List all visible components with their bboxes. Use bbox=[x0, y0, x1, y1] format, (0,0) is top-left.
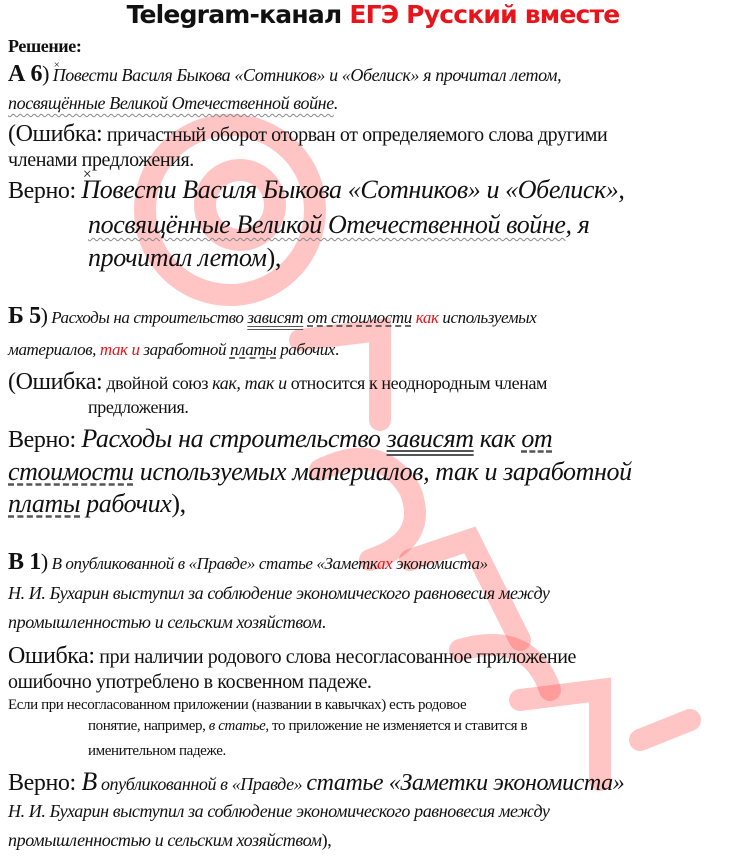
period: . bbox=[321, 612, 326, 632]
text: заработной bbox=[139, 340, 230, 359]
text: В bbox=[81, 767, 97, 796]
rule-note-line2 bbox=[88, 718, 527, 735]
text: промышленностью и сельским хозяйством bbox=[8, 612, 322, 632]
text: В опубликованной в «Правде» статье «Заметк bbox=[47, 554, 377, 573]
object: от стоимости bbox=[307, 308, 412, 327]
text: , то приложение не изменяется и ставится в bbox=[265, 718, 528, 734]
text: как bbox=[473, 424, 522, 453]
text: используемых материалов, так и заработной bbox=[133, 457, 632, 486]
b5-correct-line3 bbox=[8, 489, 186, 519]
text: . bbox=[333, 93, 338, 113]
error-text: ошибочно употреблено в косвенном падеже. bbox=[8, 671, 372, 693]
error-label: (Ошибка: bbox=[8, 369, 103, 395]
participial-phrase: посвящённые Великой Отечественной войне bbox=[88, 210, 566, 239]
text: промышленностью и сельским хозяйством bbox=[8, 830, 322, 850]
v1-correct-line2: Н. И. Бухарин выступил за соблюдение экономического равновесия между bbox=[8, 801, 550, 821]
text: рабочих bbox=[80, 489, 172, 518]
text: относится к неоднородным членам bbox=[286, 373, 548, 393]
text: Расходы на строительство bbox=[51, 308, 248, 327]
v1-line2: Н. И. Бухарин выступил за соблюдение экономического равновесия между bbox=[8, 583, 550, 603]
text: , я bbox=[565, 210, 590, 239]
paren: ), bbox=[266, 243, 281, 272]
text: сти Василя Быкова «Сотников» и «Обелиск», bbox=[134, 175, 625, 204]
correct-label: Верно: bbox=[8, 427, 82, 453]
item-label: А 6 bbox=[8, 61, 43, 87]
paren: ), bbox=[171, 489, 186, 518]
object: от bbox=[521, 424, 553, 453]
a6-correct-line3 bbox=[88, 243, 281, 273]
error-ending: ах bbox=[377, 554, 393, 573]
b5-error bbox=[8, 369, 547, 396]
participial-phrase: посвящённые Великой Отечественной войне bbox=[8, 93, 334, 113]
paren: ) bbox=[40, 549, 48, 574]
v1-line1 bbox=[8, 549, 488, 576]
title-red: ЕГЭ Русский вместе bbox=[349, 0, 620, 29]
conjunction: так и bbox=[99, 340, 140, 359]
rule-note: именительном падеже. bbox=[88, 743, 226, 759]
text: материалов, bbox=[8, 340, 100, 359]
error-text: причастный оборот оторван от определяемого слова другими bbox=[102, 124, 608, 146]
stressed-word: × Пове bbox=[53, 65, 89, 85]
paren: ) bbox=[40, 303, 48, 328]
predicate: зависят bbox=[386, 424, 474, 453]
title-black: Telegram-канал bbox=[126, 0, 350, 29]
correct-label: Верно: bbox=[8, 770, 82, 796]
item-label: В 1 bbox=[8, 549, 41, 575]
error-text: предложения. bbox=[88, 397, 189, 417]
text: рабочих bbox=[276, 340, 335, 359]
text: опубликованной в «Правде» bbox=[96, 774, 307, 794]
text: экономиста» bbox=[392, 554, 488, 573]
v1-correct-line3 bbox=[8, 830, 331, 851]
b5-line2 bbox=[8, 340, 339, 360]
a6-correct-line2 bbox=[88, 210, 589, 240]
text: статье «Заметки экономиста» bbox=[306, 770, 625, 796]
conjunction: как bbox=[415, 308, 439, 327]
channel-title bbox=[0, 0, 746, 29]
stressed-word: × Пове bbox=[81, 175, 134, 204]
error-text: членами предложения. bbox=[8, 149, 194, 171]
object: платы bbox=[8, 489, 81, 518]
v1-correct bbox=[8, 767, 624, 797]
b5-line1 bbox=[8, 303, 536, 330]
b5-correct-line2 bbox=[8, 457, 632, 487]
a6-line2 bbox=[8, 93, 338, 114]
rule-note: Если при несогласованном приложении (названии в кавычках) есть родовое bbox=[8, 697, 467, 713]
correct-label: Верно: bbox=[8, 178, 82, 204]
error-text: при наличии родового слова несогласованное приложение bbox=[94, 646, 576, 668]
predicate: зависят bbox=[247, 308, 304, 327]
a6-error bbox=[8, 121, 607, 148]
error-label: Ошибка: bbox=[8, 643, 95, 669]
text: Расходы на строительство bbox=[81, 424, 387, 453]
object: стоимости bbox=[8, 457, 134, 486]
conjunction: как, так и bbox=[212, 373, 287, 393]
example: в статье bbox=[208, 718, 266, 734]
b5-correct bbox=[8, 424, 552, 454]
paren: ), bbox=[321, 830, 332, 850]
period: . bbox=[334, 340, 339, 359]
text: используемых bbox=[438, 308, 537, 327]
text: двойной союз bbox=[102, 373, 213, 393]
v1-line3 bbox=[8, 612, 326, 633]
a6-line1 bbox=[8, 61, 561, 88]
a6-correct bbox=[8, 175, 624, 205]
object: платы bbox=[229, 340, 277, 359]
text: сти Василя Быкова «Сотников» и «Обелиск» я прочитал летом, bbox=[88, 65, 562, 85]
paren: ) bbox=[42, 61, 50, 86]
text: прочитал летом bbox=[88, 243, 267, 272]
error-label: (Ошибка: bbox=[8, 121, 103, 147]
v1-error bbox=[8, 643, 576, 670]
solution-label: Решение: bbox=[8, 36, 82, 56]
text: понятие, например, bbox=[88, 718, 209, 734]
item-label: Б 5 bbox=[8, 303, 41, 329]
